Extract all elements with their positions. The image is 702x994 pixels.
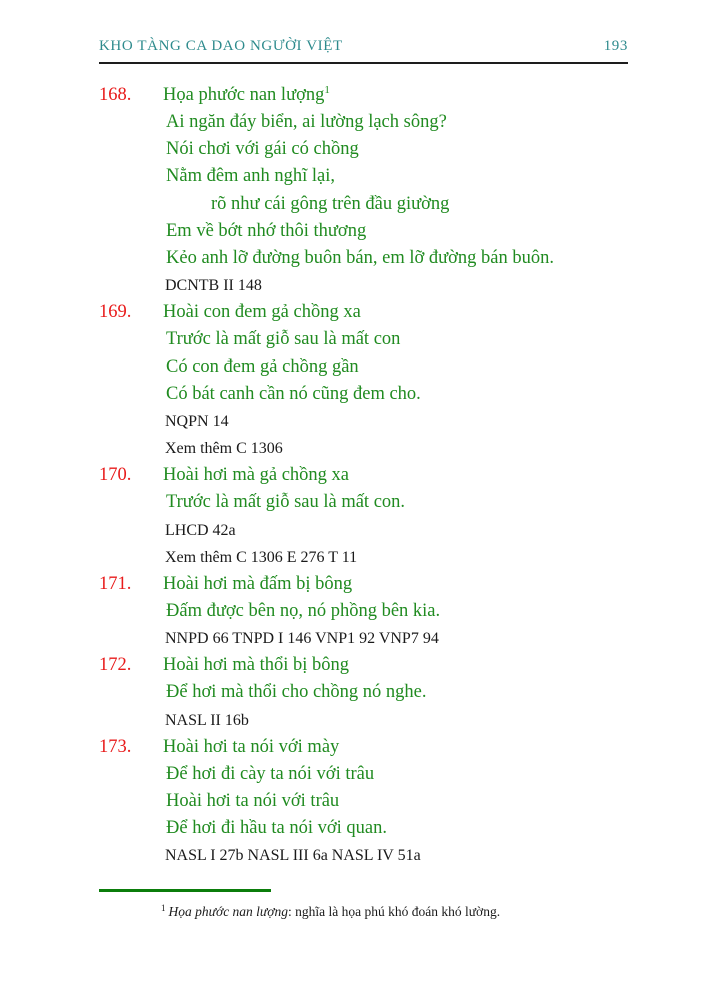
verse-line: Ai ngăn đáy biển, ai lường lạch sông? bbox=[166, 112, 447, 133]
entry-head bbox=[99, 571, 628, 598]
verse-line: Có bát canh cần nó cũng đem cho. bbox=[166, 383, 421, 404]
entry bbox=[99, 299, 628, 462]
citation-line: NNPD 66 TNPD I 146 VNP1 92 VNP7 94 bbox=[165, 630, 439, 648]
entry-title: Hoài hơi mà gả chồng xa bbox=[163, 465, 349, 486]
verse-line: Để hơi mà thổi cho chồng nó nghe. bbox=[166, 682, 427, 703]
header-rule bbox=[99, 62, 628, 64]
footnote-term: Họa phước nan lượng bbox=[168, 904, 289, 919]
entry-title bbox=[163, 82, 330, 109]
entry-number: 170. bbox=[99, 465, 132, 486]
entry-title-text: Họa phước nan lượng bbox=[163, 85, 325, 105]
verse-line: Hoài hơi ta nói với trâu bbox=[166, 791, 340, 812]
entry-title: Hoài hơi mà thổi bị bông bbox=[163, 655, 350, 676]
entry-number: 168. bbox=[99, 85, 132, 105]
entry-title: Hoài con đem gả chồng xa bbox=[163, 302, 361, 323]
verse-line: rõ như cái gông trên đầu giường bbox=[211, 193, 450, 214]
citation-line: NASL II 16b bbox=[165, 711, 249, 729]
footnote-marker: 1 bbox=[161, 902, 166, 913]
entry bbox=[99, 462, 628, 571]
entry-number: 173. bbox=[99, 736, 132, 757]
citation-line: NASL I 27b NASL III 6a NASL IV 51a bbox=[165, 847, 421, 865]
entries-list bbox=[99, 82, 628, 870]
entry bbox=[99, 571, 628, 652]
verse-line: Trước là mất giỗ sau là mất con. bbox=[166, 492, 406, 513]
footnote-separator-rule bbox=[99, 889, 271, 892]
verse-line: Nói chơi với gái có chồng bbox=[166, 139, 359, 160]
entry-title: Hoài hơi mà đấm bị bông bbox=[163, 573, 353, 594]
citation-line: DCNTB II 148 bbox=[165, 277, 262, 295]
entry bbox=[99, 82, 628, 299]
verse-line: Trước là mất giỗ sau là mất con bbox=[166, 329, 401, 350]
verse-line: Em về bớt nhớ thôi thương bbox=[166, 220, 367, 241]
entry-head bbox=[99, 299, 628, 326]
verse-line: Kẻo anh lỡ đường buôn bán, em lỡ đường bán buôn. bbox=[166, 247, 555, 268]
verse-line: Có con đem gả chồng gần bbox=[166, 356, 359, 377]
verse-line: Nằm đêm anh nghĩ lại, bbox=[166, 166, 336, 187]
verse-line: Để hơi đi hầu ta nói với quan. bbox=[166, 818, 387, 839]
citation-line: Xem thêm C 1306 bbox=[165, 440, 283, 458]
verse-line: Để hơi đi cày ta nói với trâu bbox=[166, 763, 375, 784]
entry-head bbox=[99, 734, 628, 761]
verse-line: Đấm được bên nọ, nó phồng bên kia. bbox=[166, 600, 441, 621]
page-number: 193 bbox=[603, 38, 628, 54]
entry bbox=[99, 652, 628, 733]
footnote-ref: 1 bbox=[324, 83, 330, 96]
citation-line: LHCD 42a bbox=[165, 521, 236, 539]
page-header bbox=[99, 36, 628, 56]
footnote-definition: : nghĩa là họa phú khó đoán khó lường. bbox=[288, 904, 501, 919]
footnote-section bbox=[99, 889, 628, 921]
running-title: KHO TÀNG CA DAO NGƯỜI VIỆT bbox=[99, 38, 343, 54]
footnote-text bbox=[161, 903, 628, 921]
entry-number: 169. bbox=[99, 302, 132, 323]
entry-number: 172. bbox=[99, 655, 132, 676]
entry-head bbox=[99, 462, 628, 489]
entry bbox=[99, 734, 628, 870]
entry-head bbox=[99, 82, 628, 109]
citation-line: Xem thêm C 1306 E 276 T 11 bbox=[165, 548, 358, 566]
entry-number: 171. bbox=[99, 573, 132, 594]
entry-head bbox=[99, 652, 628, 679]
entry-title: Hoài hơi ta nói với mày bbox=[163, 736, 340, 757]
citation-line: NQPN 14 bbox=[165, 412, 229, 430]
